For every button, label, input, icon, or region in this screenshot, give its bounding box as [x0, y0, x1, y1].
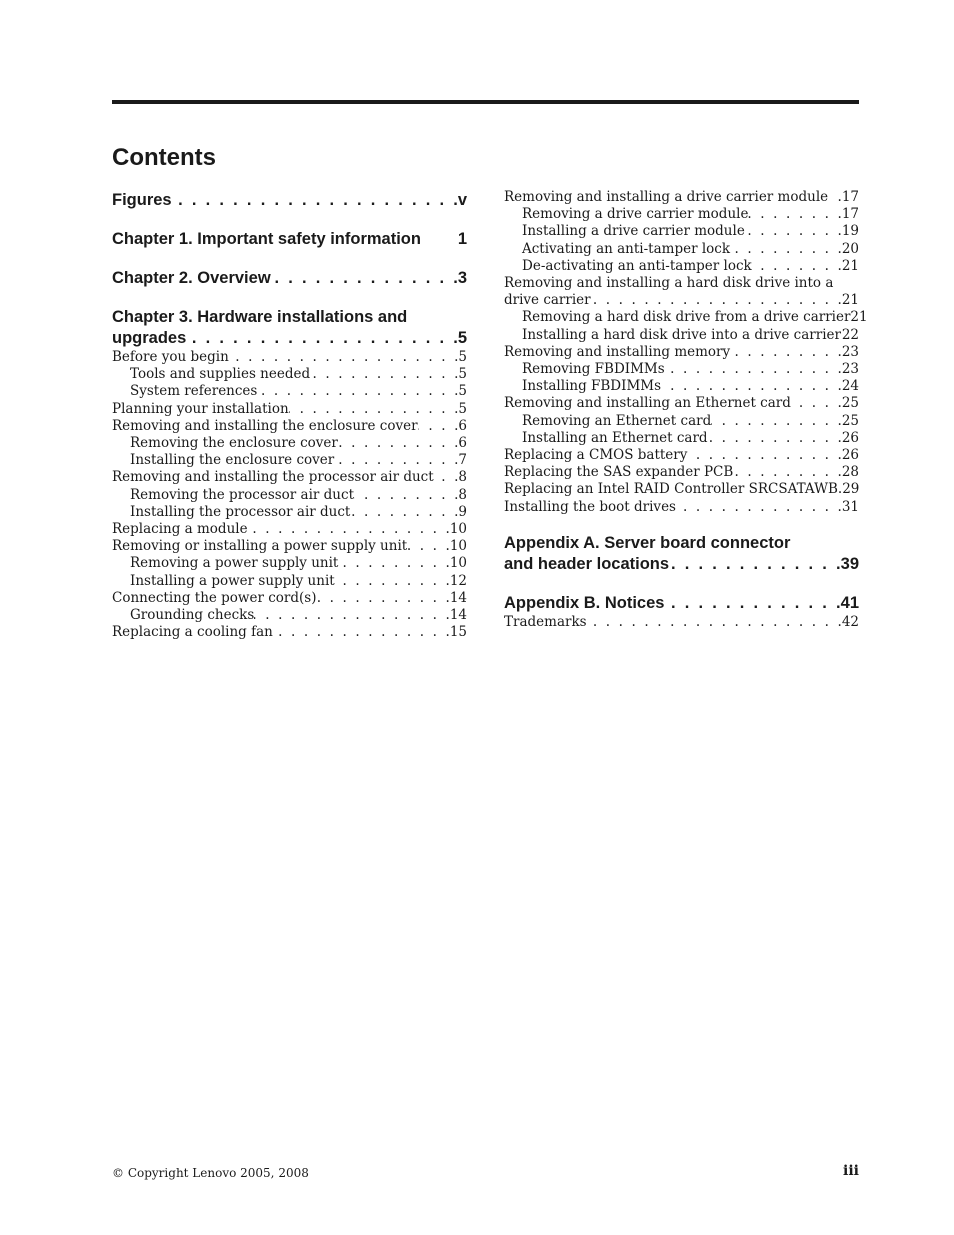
toc-item-title: Removing a hard disk drive from a drive carrier	[522, 309, 851, 326]
toc-item[interactable]	[504, 327, 859, 344]
toc-item-page: 21	[841, 257, 859, 274]
toc-item-page: 17	[841, 206, 859, 223]
toc-item-title: Grounding checks	[130, 607, 255, 624]
toc-entry-page: 39	[840, 554, 859, 573]
toc-entry-title-line2: and header locations	[504, 554, 670, 573]
toc-item-page: 5	[458, 366, 467, 383]
toc-item[interactable]	[112, 452, 467, 469]
dot-leader	[310, 366, 458, 383]
toc-item[interactable]	[504, 464, 859, 481]
dot-leader	[335, 573, 450, 590]
dot-leader	[271, 268, 458, 289]
toc-item[interactable]	[112, 418, 467, 435]
toc-entry-page: 3	[457, 269, 467, 287]
toc-item-trademarks[interactable]	[504, 614, 859, 631]
toc-item-title-line2: drive carrier	[504, 292, 591, 309]
dot-leader	[733, 464, 842, 481]
toc-item-page: 8	[458, 486, 467, 503]
toc-item-page: 21	[850, 309, 868, 326]
toc-item-title: Replacing a CMOS battery	[504, 447, 688, 464]
toc-item[interactable]	[112, 504, 467, 521]
toc-item[interactable]	[112, 401, 467, 418]
toc-item-title: De-activating an anti-tamper lock	[522, 257, 752, 274]
toc-item-title: Removing the processor air duct	[130, 486, 354, 503]
toc-item[interactable]	[504, 499, 859, 516]
toc-item[interactable]	[112, 435, 467, 452]
dot-leader	[711, 413, 842, 430]
toc-item-page: 28	[841, 464, 859, 481]
toc-entry-page: 5	[457, 329, 467, 347]
toc-item-page: 14	[449, 589, 467, 606]
toc-item[interactable]	[112, 521, 467, 538]
dot-leader	[676, 499, 842, 516]
dot-leader	[730, 241, 842, 258]
toc-item[interactable]	[504, 361, 859, 378]
toc-item-title: Planning your installation	[112, 400, 289, 417]
toc-item-page: 10	[449, 538, 467, 555]
toc-item-page: 6	[458, 435, 467, 452]
toc-chapter-1[interactable]	[112, 229, 467, 250]
toc-item-page: 19	[841, 223, 859, 240]
toc-right-column	[504, 189, 868, 631]
dot-leader	[669, 554, 841, 575]
toc-item-title: Trademarks	[504, 613, 587, 630]
toc-item[interactable]	[504, 309, 868, 326]
page-title: Contents	[112, 144, 216, 171]
toc-item[interactable]	[112, 487, 467, 504]
toc-item[interactable]	[112, 590, 467, 607]
toc-item-title: Removing the enclosure cover	[130, 435, 338, 452]
toc-item-page: 17	[841, 189, 859, 205]
toc-item[interactable]	[112, 538, 467, 555]
toc-entry-title: Chapter 2. Overview	[112, 269, 271, 287]
dot-leader	[248, 521, 450, 538]
toc-item-page: 5	[458, 349, 467, 365]
toc-item-page: 31	[841, 498, 859, 515]
toc-item-title: Installing the processor air duct	[130, 503, 351, 520]
toc-item-page: 12	[449, 572, 467, 589]
toc-item-page: 6	[458, 417, 467, 434]
toc-figures[interactable]	[112, 190, 467, 211]
toc-item-title: Replacing an Intel RAID Controller SRCSATAWB.	[504, 481, 843, 498]
dot-leader	[229, 349, 459, 366]
toc-item-title: Removing and installing memory	[504, 343, 731, 360]
toc-entry-page: v	[457, 191, 467, 209]
dot-leader	[591, 292, 842, 309]
toc-item-page: 42	[841, 613, 859, 630]
toc-item[interactable]	[504, 413, 859, 430]
dot-leader	[434, 469, 459, 486]
dot-leader	[752, 258, 842, 275]
toc-appendix-b[interactable]	[504, 593, 859, 614]
toc-item[interactable]	[504, 344, 859, 361]
toc-item[interactable]	[504, 189, 859, 206]
toc-item-title: Removing a drive carrier module	[522, 206, 749, 223]
toc-item[interactable]	[112, 469, 467, 486]
toc-item-title: System references	[130, 383, 258, 400]
toc-item-title: Connecting the power cord(s)	[112, 589, 317, 606]
dot-leader	[708, 430, 842, 447]
toc-item-title: Installing an Ethernet card	[522, 429, 708, 446]
toc-item-page: 22	[841, 326, 859, 343]
toc-chapter-2[interactable]	[112, 268, 467, 289]
dot-leader	[289, 401, 459, 418]
toc-left-column	[112, 190, 467, 641]
toc-item-page: 25	[841, 395, 859, 412]
toc-item-page: 5	[458, 383, 467, 400]
toc-item[interactable]	[112, 366, 467, 383]
dot-leader	[350, 504, 458, 521]
toc-entry-title-line2: upgrades	[112, 329, 187, 347]
toc-item-title: Removing an Ethernet card	[522, 412, 712, 429]
dot-leader	[664, 593, 840, 614]
toc-item-page: 8	[458, 469, 467, 486]
toc-entry-title-line1: Chapter 3. Hardware installations and	[112, 308, 408, 326]
toc-item-title: Replacing a module	[112, 521, 248, 538]
dot-leader	[254, 607, 450, 624]
toc-item-title: Removing and installing an Ethernet card	[504, 395, 791, 412]
top-rule	[112, 100, 859, 104]
toc-entry-title: Figures	[112, 191, 172, 209]
toc-item-title: Removing or installing a power supply unit	[112, 538, 408, 555]
toc-item-title: Installing a power supply unit	[130, 572, 335, 589]
toc-item-title: Installing FBDIMMs	[522, 378, 662, 395]
toc-item[interactable]	[504, 223, 859, 240]
toc-item-title: Replacing the SAS expander PCB	[504, 464, 734, 481]
toc-item-page: 24	[841, 378, 859, 395]
toc-item-title: Removing and installing the processor air duct	[112, 469, 434, 486]
dot-leader	[791, 395, 842, 412]
toc-entry-page: 1	[457, 230, 467, 248]
toc-item-title: Installing the enclosure cover	[130, 452, 335, 469]
page-number: iii	[843, 1163, 859, 1179]
toc-entry-page: 41	[840, 593, 859, 612]
toc-item[interactable]	[112, 349, 467, 366]
toc-item-title-line1: Removing and installing a hard disk drive into a	[504, 275, 834, 292]
toc-item[interactable]	[112, 607, 467, 624]
toc-chapter-3[interactable]	[112, 307, 467, 349]
toc-item[interactable]	[112, 383, 467, 400]
toc-item[interactable]	[504, 378, 859, 395]
dot-leader	[745, 223, 842, 240]
toc-item[interactable]	[504, 395, 859, 412]
toc-item-page: 9	[458, 503, 467, 520]
toc-item-title: Removing FBDIMMs	[522, 361, 665, 378]
dot-leader	[748, 206, 841, 223]
toc-item-title: Tools and supplies needed	[130, 366, 311, 383]
toc-item-title: Installing the boot drives	[504, 498, 676, 515]
toc-item-title: Replacing a cooling fan	[112, 624, 273, 641]
dot-leader	[687, 447, 841, 464]
dot-leader	[354, 487, 458, 504]
toc-item-hdd[interactable]	[504, 275, 859, 309]
toc-item-page: 21	[841, 292, 859, 309]
toc-item-page: 26	[841, 429, 859, 446]
toc-item-title: Installing a drive carrier module	[522, 223, 745, 240]
dot-leader	[730, 344, 842, 361]
toc-entry-title-line1: Appendix A. Server board connector	[504, 533, 791, 552]
toc-item-page: 26	[841, 447, 859, 464]
dot-leader	[316, 590, 449, 607]
toc-item-page: 14	[449, 607, 467, 624]
toc-entry-title: Appendix B. Notices	[504, 593, 665, 612]
toc-item-page: 5	[458, 400, 467, 417]
dot-leader	[172, 190, 458, 211]
toc-item-title: Removing and installing a drive carrier module	[504, 189, 829, 205]
dot-leader	[407, 538, 450, 555]
toc-item[interactable]	[504, 206, 859, 223]
toc-item-page: 23	[841, 361, 859, 378]
toc-item[interactable]	[504, 481, 859, 498]
toc-item-title: Activating an anti-tamper lock	[522, 240, 731, 257]
toc-item-page: 10	[449, 521, 467, 538]
toc-entry-title: Chapter 1. Important safety information	[112, 230, 421, 248]
toc-item[interactable]	[112, 573, 467, 590]
toc-item-title: Installing a hard disk drive into a drive carrier	[522, 326, 841, 343]
toc-item[interactable]	[504, 241, 859, 258]
toc-item-title: Removing a power supply unit	[130, 555, 339, 572]
toc-item-page: 29	[842, 481, 860, 498]
toc-item-page: 15	[449, 624, 467, 641]
dot-leader	[587, 614, 842, 631]
dot-leader	[334, 452, 458, 469]
toc-item-page: 23	[841, 343, 859, 360]
toc-item[interactable]	[504, 430, 859, 447]
dot-leader	[418, 418, 459, 435]
dot-leader	[273, 624, 450, 641]
copyright-notice: © Copyright Lenovo 2005, 2008	[112, 1166, 309, 1180]
dot-leader	[186, 328, 458, 349]
toc-item[interactable]	[504, 258, 859, 275]
toc-item-page: 10	[449, 555, 467, 572]
toc-item-title: Removing and installing the enclosure cover	[112, 417, 418, 434]
dot-leader	[661, 378, 842, 395]
dot-leader	[338, 555, 449, 572]
dot-leader	[828, 189, 842, 206]
dot-leader	[665, 361, 842, 378]
toc-item-page: 25	[841, 412, 859, 429]
toc-left-items	[112, 349, 467, 641]
toc-item[interactable]	[112, 624, 467, 641]
toc-item-page: 7	[458, 452, 467, 469]
toc-appendix-a[interactable]	[504, 533, 859, 575]
toc-item-title: Before you begin	[112, 349, 229, 365]
toc-item-page: 20	[841, 240, 859, 257]
toc-item[interactable]	[504, 447, 859, 464]
dot-leader	[257, 383, 458, 400]
toc-item[interactable]	[112, 555, 467, 572]
dot-leader	[338, 435, 459, 452]
